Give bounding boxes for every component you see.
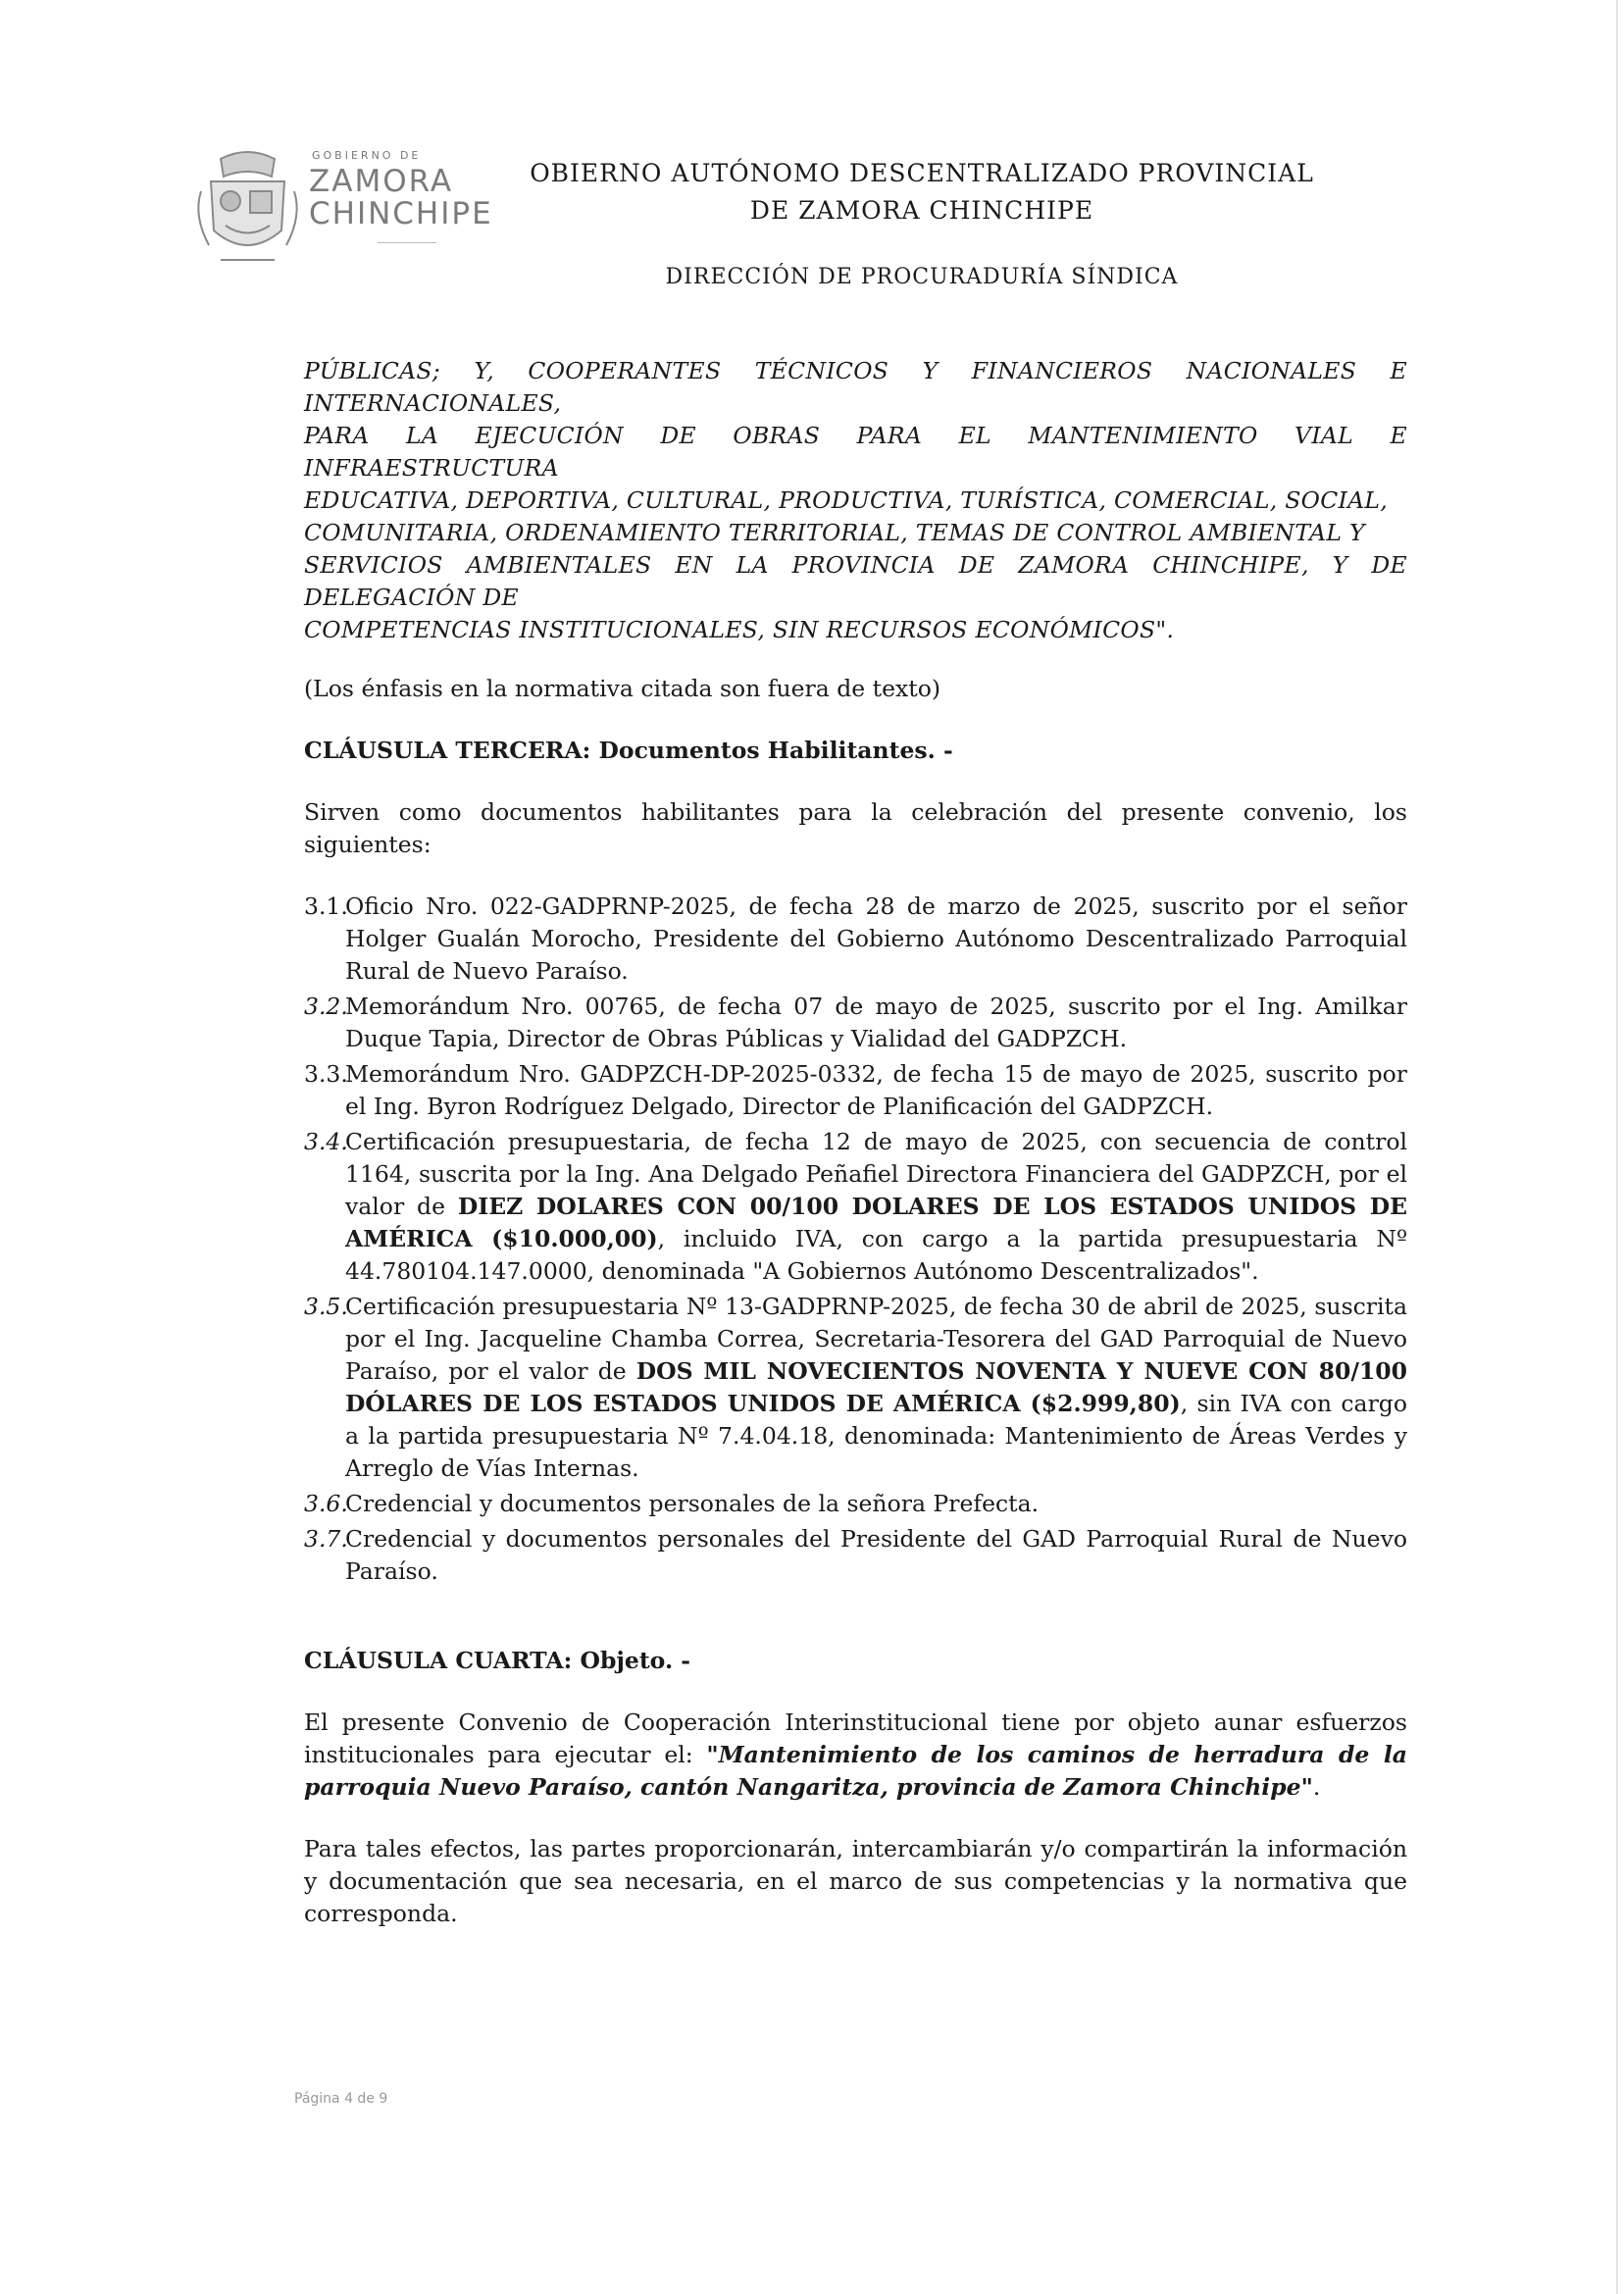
list-item	[304, 1488, 1407, 1520]
item-text-part: Certificación presupuestaria, de fecha 12 de mayo de 2025, con secuencia de control 1164, suscrita por la Ing. Ana Delgado Peñafiel Directora Financiera del GADPZCH, por el valor de	[345, 1128, 1407, 1220]
item-number: 3.2.	[304, 993, 348, 1020]
item-number: 3.7.	[304, 1525, 348, 1553]
item-text-part: Certificación presupuestaria Nº 13-GADPRNP-2025, de fecha 30 de abril de 2025, suscrita por el Ing. Jacqueline Chamba Correa, Secretaria-Tesorera del GAD Parroquial de Nuevo Paraíso, por el valor de	[345, 1293, 1407, 1385]
scan-edge	[1616, 0, 1618, 2294]
clause-4-object-paragraph	[304, 1707, 1407, 1804]
quote-line: PÚBLICAS; Y, COOPERANTES TÉCNICOS Y FINANCIEROS NACIONALES E INTERNACIONALES,	[304, 357, 1407, 417]
item-number: 3.3.	[304, 1060, 348, 1088]
item-number: 3.4.	[304, 1128, 348, 1155]
item-text: Memorándum Nro. GADPZCH-DP-2025-0332, de fecha 15 de mayo de 2025, suscrito por el Ing. Byron Rodríguez Delgado, Director de Planificación del GADPZCH.	[345, 1060, 1407, 1120]
item-number: 3.6.	[304, 1490, 348, 1517]
quoted-regulation	[304, 355, 1407, 646]
quote-line: PARA LA EJECUCIÓN DE OBRAS PARA EL MANTENIMIENTO VIAL E INFRAESTRUCTURA	[304, 422, 1407, 482]
list-item	[304, 1291, 1407, 1485]
header-title	[392, 155, 1451, 229]
emphasis-note: (Los énfasis en la normativa citada son fuera de texto)	[304, 675, 941, 702]
logo-text-chinchipe: CHINCHIPE	[309, 196, 493, 231]
clause-4-heading: CLÁUSULA CUARTA: Objeto. -	[304, 1647, 691, 1674]
item-text-part: , incluido IVA, con cargo a la partida presupuestaria Nº 44.780104.147.0000, denominada "A Gobiernos Autónomo Descentralizados".	[345, 1225, 1407, 1285]
quote-line: COMPETENCIAS INSTITUCIONALES, SIN RECURSOS ECONÓMICOS".	[304, 616, 1175, 643]
item-text	[345, 1291, 1407, 1485]
header-subtitle: DIRECCIÓN DE PROCURADURÍA SÍNDICA	[665, 265, 1179, 289]
item-number: 3.5.	[304, 1293, 348, 1320]
quote-line: EDUCATIVA, DEPORTIVA, CULTURAL, PRODUCTIVA, TURÍSTICA, COMERCIAL, SOCIAL,	[304, 486, 1389, 514]
enabling-documents-list	[304, 891, 1407, 1588]
logo-small-text: GOBIERNO DE	[312, 149, 422, 162]
item-text	[345, 1126, 1407, 1288]
clause-4-post: .	[1312, 1773, 1321, 1801]
header-title-line-1: OBIERNO AUTÓNOMO DESCENTRALIZADO PROVINCIAL	[530, 159, 1314, 187]
header-title-line-2: DE ZAMORA CHINCHIPE	[749, 196, 1094, 225]
item-text: Credencial y documentos personales del Presidente del GAD Parroquial Rural de Nuevo Paraíso.	[345, 1525, 1407, 1585]
item-text: Credencial y documentos personales de la señora Prefecta.	[345, 1490, 1040, 1517]
item-number: 3.1.	[304, 892, 348, 920]
logo-text-zamora: ZAMORA	[309, 164, 454, 199]
list-item	[304, 1523, 1407, 1588]
list-item	[304, 891, 1407, 988]
clause-4-paragraph-2: Para tales efectos, las partes proporcionarán, intercambiarán y/o compartirán la información y documentación que sea necesaria, en el marco de sus competencias y la normativa que corresponda.	[304, 1835, 1407, 1927]
list-item	[304, 1126, 1407, 1288]
page-number: Página 4 de 9	[294, 2091, 388, 2107]
list-item	[304, 1058, 1407, 1123]
coat-of-arms-icon	[191, 137, 304, 275]
list-item	[304, 991, 1407, 1055]
quote-line: SERVICIOS AMBIENTALES EN LA PROVINCIA DE ZAMORA CHINCHIPE, Y DE DELEGACIÓN DE	[304, 551, 1407, 611]
item-text: Oficio Nro. 022-GADPRNP-2025, de fecha 28 de marzo de 2025, suscrito por el señor Holger Gualán Morocho, Presidente del Gobierno Autónomo Descentralizado Parroquial Rural de Nuevo Paraíso.	[345, 892, 1407, 985]
amount-text: DIEZ DOLARES CON 00/100 DOLARES DE LOS ESTADOS UNIDOS DE AMÉRICA ($10.000,00)	[345, 1193, 1408, 1252]
clause-3-intro: Sirven como documentos habilitantes para la celebración del presente convenio, los siguientes:	[304, 798, 1407, 858]
project-object-title: "Mantenimiento de los caminos de herradura de la parroquia Nuevo Paraíso, cantón Nangaritza, provincia de Zamora Chinchipe"	[304, 1741, 1407, 1801]
clause-3-heading: CLÁUSULA TERCERA: Documentos Habilitantes. -	[304, 737, 953, 764]
logo-divider	[378, 242, 436, 243]
item-text-part: , sin IVA con cargo a la partida presupuestaria Nº 7.4.04.18, denominada: Mantenimiento de Áreas Verdes y Arreglo de Vías Internas.	[345, 1390, 1407, 1482]
document-body	[304, 355, 1407, 1930]
quote-line: COMUNITARIA, ORDENAMIENTO TERRITORIAL, TEMAS DE CONTROL AMBIENTAL Y	[304, 519, 1365, 546]
clause-4-pre: El presente Convenio de Cooperación Interinstitucional tiene por objeto aunar esfuerzos institucionales para ejecutar el:	[304, 1708, 1407, 1768]
amount-text: DOS MIL NOVECIENTOS NOVENTA Y NUEVE CON 80/100 DÓLARES DE LOS ESTADOS UNIDOS DE AMÉRICA ($2.999,80)	[345, 1357, 1407, 1417]
item-text: Memorándum Nro. 00765, de fecha 07 de mayo de 2025, suscrito por el Ing. Amilkar Duque Tapia, Director de Obras Públicas y Vialidad del GADPZCH.	[345, 993, 1407, 1052]
